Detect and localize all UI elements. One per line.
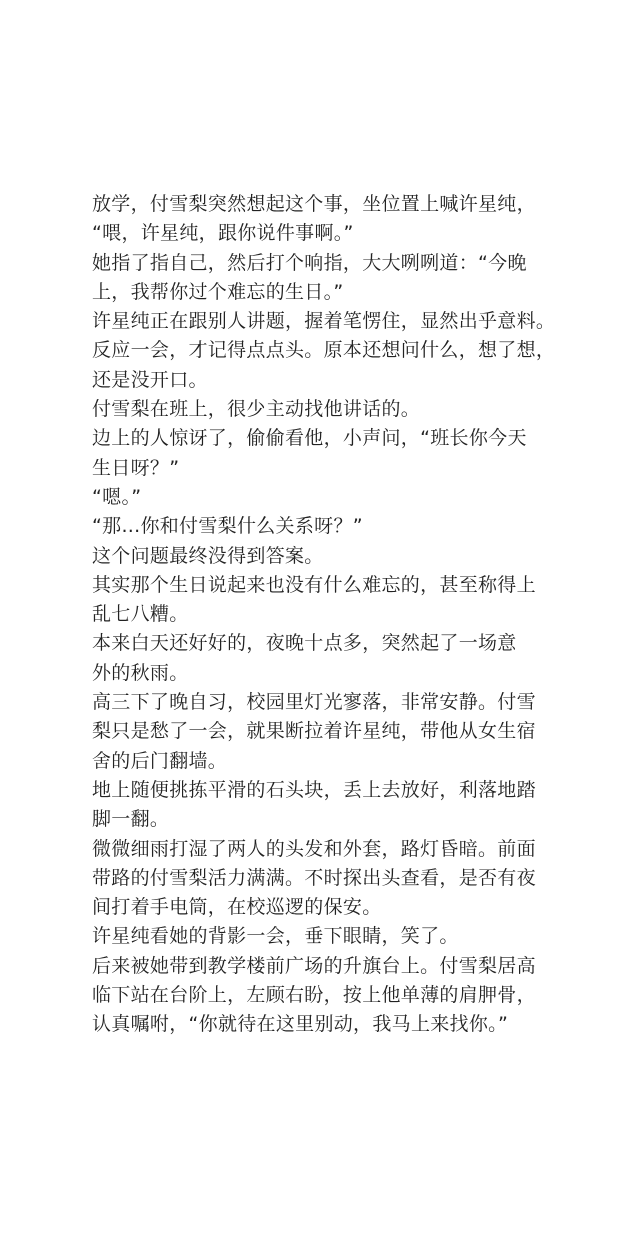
text-line: 后来被她带到教学楼前广场的升旗台上。付雪梨居高: [92, 954, 536, 977]
text-line: 反应一会，才记得点点头。原本还想问什么，想了想，: [92, 339, 556, 362]
text-line: “那...你和付雪梨什么关系呀？”: [92, 515, 363, 538]
text-line: 临下站在台阶上，左顾右盼，按上他单薄的肩胛骨，: [92, 984, 536, 1007]
text-line: “嗯。”: [92, 485, 142, 508]
text-line: 本来白天还好好的，夜晚十点多，突然起了一场意: [92, 632, 517, 655]
text-line: 许星纯看她的背影一会，垂下眼睛，笑了。: [92, 925, 459, 948]
text-line: 地上随便挑拣平滑的石头块，丢上去放好，利落地踏: [92, 778, 536, 801]
text-line: 外的秋雨。: [92, 661, 189, 684]
text-line: 带路的付雪梨活力满满。不时探出头查看，是否有夜: [92, 866, 536, 889]
text-line: 生日呀？”: [92, 456, 180, 479]
text-line: 间打着手电筒，在校巡逻的保安。: [92, 896, 382, 919]
text-line: 放学，付雪梨突然想起这个事，坐位置上喊许星纯，: [92, 193, 536, 215]
text-line: 许星纯正在跟别人讲题，握着笔愣住，显然出乎意料。: [92, 310, 556, 333]
text-line: 付雪梨在班上，很少主动找他讲话的。: [92, 398, 421, 421]
text-line: 边上的人惊讶了，偷偷看他，小声问，“班长你今天: [92, 427, 527, 450]
text-line: 脚一翻。: [92, 808, 170, 831]
text-line: 上，我帮你过个难忘的生日。”: [92, 280, 344, 303]
text-line: 还是没开口。: [92, 368, 208, 391]
text-line: 高三下了晚自习，校园里灯光寥落，非常安静。付雪: [92, 691, 536, 714]
text-line: 梨只是愁了一会，就果断拉着许星纯，带他从女生宿: [92, 720, 536, 743]
story-text: [92, 190, 632, 1040]
text-line: 其实那个生日说起来也没有什么难忘的，甚至称得上: [92, 573, 536, 596]
text-line: “喂，许星纯，跟你说件事啊。”: [92, 222, 354, 245]
text-line: 乱七八糟。: [92, 603, 189, 626]
text-line: 微微细雨打湿了两人的头发和外套，路灯昏暗。前面: [92, 837, 536, 860]
text-line: 这个问题最终没得到答案。: [92, 544, 324, 567]
text-line: 认真嘱咐，“你就待在这里别动，我马上来找你。”: [92, 1013, 509, 1036]
text-line: 舍的后门翻墙。: [92, 749, 228, 772]
text-line: 她指了指自己，然后打个响指，大大咧咧道：“今晚: [92, 251, 527, 274]
